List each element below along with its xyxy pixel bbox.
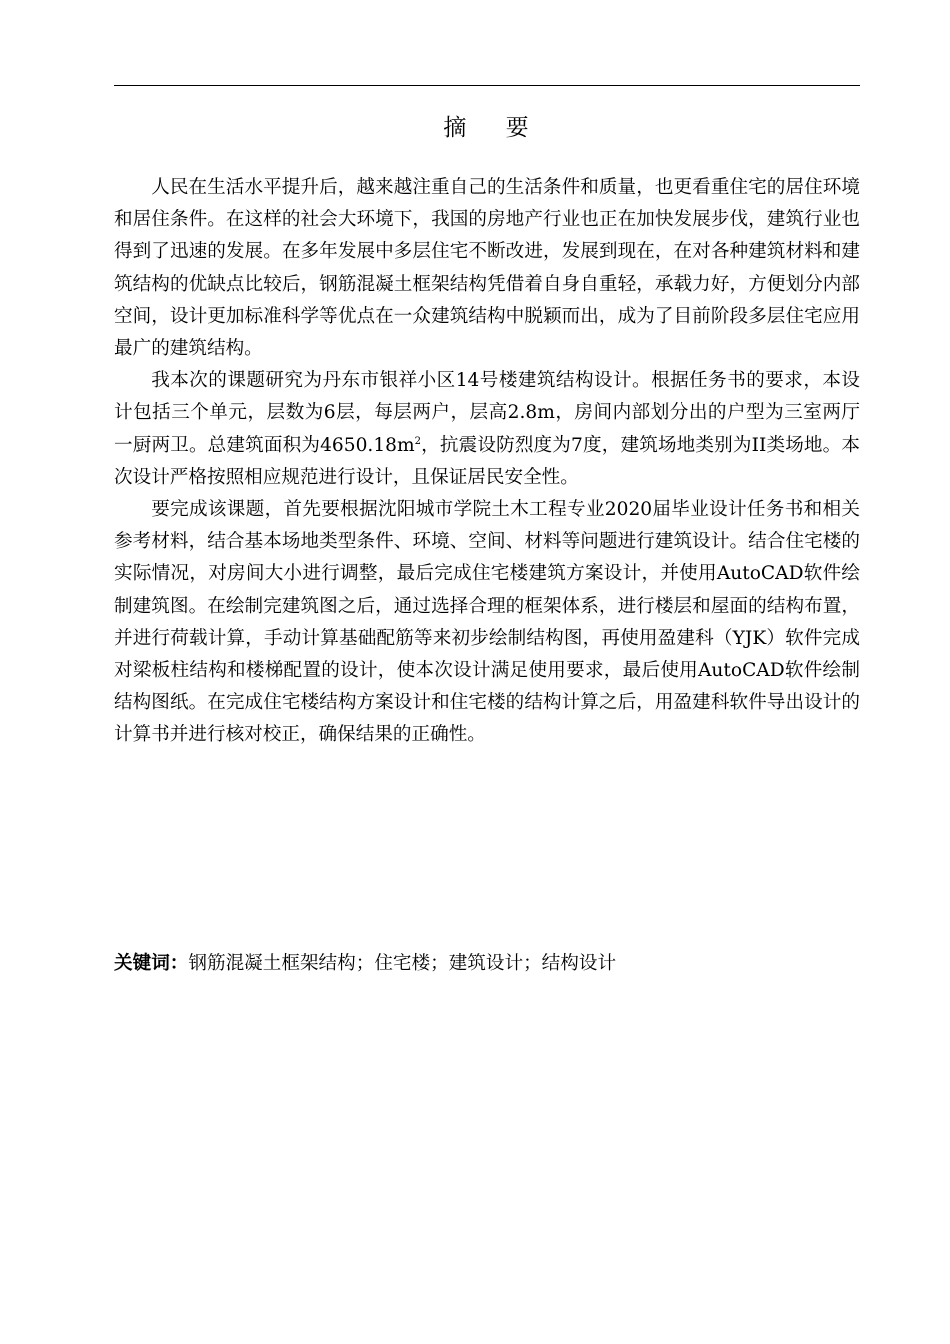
- paragraph-2-text-after: ，抗震设防烈度为7度，建筑场地类别为II类场地。本次设计严格按照相应规范进行设计，且保证居民安全性。: [114, 434, 860, 488]
- keywords-line: [114, 948, 860, 980]
- area-unit-superscript: 2: [414, 435, 421, 447]
- keywords-text: 钢筋混凝土框架结构；住宅楼；建筑设计；结构设计: [188, 953, 617, 974]
- header-rule: [114, 85, 860, 86]
- keywords-label: 关键词：: [114, 953, 189, 974]
- paragraph-1: 人民在生活水平提升后，越来越注重自己的生活条件和质量，也更看重住宅的居住环境和居住条件。在这样的社会大环境下，我国的房地产行业也正在加快发展步伐，建筑行业也得到了迅速的发展。在多年发展中多层住宅不断改进，发展到现在，在对各种建筑材料和建筑结构的优缺点比较后，钢筋混凝土框架结构凭借着自身自重轻，承载力好，方便划分内部空间，设计更加标准科学等优点在一众建筑结构中脱颖而出，成为了目前阶段多层住宅应用最广的建筑结构。: [114, 177, 860, 360]
- abstract-title: 摘 要: [443, 115, 531, 141]
- paragraph-2: [114, 365, 860, 494]
- paragraph-3: 要完成该课题，首先要根据沈阳城市学院土木工程专业2020届毕业设计任务书和相关参考材料，结合基本场地类型条件、环境、空间、材料等问题进行建筑设计。结合住宅楼的实际情况，对房间大小进行调整，最后完成住宅楼建筑方案设计，并使用AutoCAD软件绘制建筑图。在绘制完建筑图之后，通过选择合理的框架体系，进行楼层和屋面的结构布置，并进行荷载计算，手动计算基础配筋等来初步绘制结构图，再使用盈建科（YJK）软件完成对梁板柱结构和楼梯配置的设计，使本次设计满足使用要求，最后使用AutoCAD软件绘制结构图纸。在完成住宅楼结构方案设计和住宅楼的结构计算之后，用盈建科软件导出设计的计算书并进行核对校正，确保结果的正确性。: [114, 499, 860, 746]
- paragraph-2-text-before: 我本次的课题研究为丹东市银祥小区14号楼建筑结构设计。根据任务书的要求，本设计包括三个单元，层数为6层，每层两户，层高2.8m，房间内部划分出的户型为三室两厅一厨两卫。总建筑面积为4650.18m: [114, 370, 860, 456]
- abstract-body: [114, 172, 860, 752]
